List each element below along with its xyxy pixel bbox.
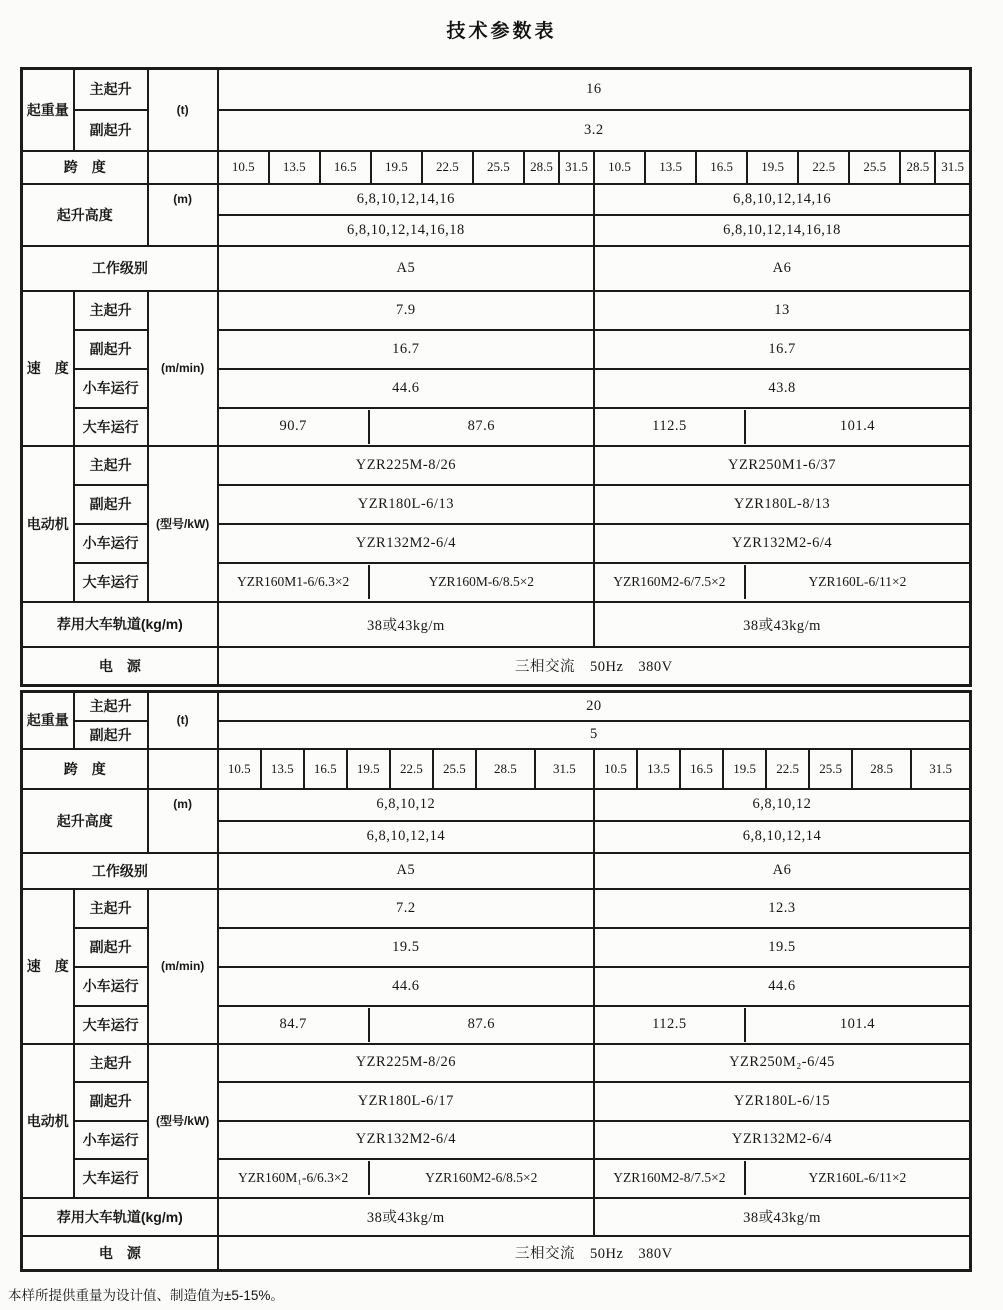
span-value-cell: 16.5: [320, 151, 371, 184]
span-value-cell: 10.5: [218, 749, 261, 789]
height-label: 起升高度: [22, 184, 148, 246]
capacity-aux-value: 3.2: [218, 110, 971, 151]
crane-motor-cell: [218, 563, 594, 602]
speed-unit-label: (m/min): [148, 291, 218, 446]
crane-speed-value: 101.4: [839, 1016, 875, 1032]
height-value-cell: 6,8,10,12,14,16: [594, 184, 970, 215]
main-hoist-label: 主起升: [74, 69, 148, 110]
span-value-cell: 22.5: [422, 151, 473, 184]
crane-label: 大车运行: [74, 408, 148, 446]
rail-label: 荐用大车轨道(kg/m): [22, 1198, 218, 1236]
aux-hoist-label: 副起升: [74, 928, 148, 967]
span-label: 跨 度: [22, 151, 148, 184]
span-value-cell: 19.5: [347, 749, 390, 789]
trolley-label: 小车运行: [74, 369, 148, 408]
span-value-cell: 31.5: [911, 749, 970, 789]
crane-motor-value: YZR160M2-8/7.5×2: [595, 1161, 746, 1195]
motor-value-cell: YZR180L-6/15: [594, 1082, 971, 1121]
speed-value-cell: 19.5: [218, 928, 594, 967]
height-value-cell: 6,8,10,12,14: [594, 821, 971, 853]
crane-speed-value: 84.7: [219, 1008, 370, 1042]
duty-value-cell: A5: [218, 246, 594, 291]
speed-value-cell: 7.2: [218, 889, 594, 928]
span-value-cell: 19.5: [723, 749, 766, 789]
footnote: 本样所提供重量为设计值、制造值为±5-15%。: [8, 1288, 284, 1303]
span-value-cell: 10.5: [594, 151, 645, 184]
crane-motor-cell: [218, 1159, 594, 1198]
motor-value-cell: YZR180L-8/13: [594, 485, 970, 524]
motor-value-cell: YZR250M1-6/37: [594, 446, 970, 485]
power-label: 电 源: [22, 647, 218, 686]
span-value-cell: 31.5: [935, 151, 970, 184]
span-value-cell: 28.5: [852, 749, 911, 789]
span-label: 跨 度: [22, 749, 148, 789]
span-value-cell: 19.5: [371, 151, 422, 184]
capacity-aux-value: 5: [218, 721, 971, 749]
span-unit-cell: [148, 151, 218, 184]
speed-unit-label: (m/min): [148, 889, 218, 1044]
spec-tables: [20, 67, 995, 1272]
span-value-cell: 13.5: [645, 151, 696, 184]
main-hoist-label: 主起升: [74, 1044, 148, 1082]
page-title: 技术参数表: [446, 21, 557, 42]
rail-value-cell: 38或43kg/m: [594, 602, 970, 647]
crane-motor-value: YZR160M2-6/8.5×2: [425, 1170, 538, 1185]
unit-m-label: (m): [148, 789, 218, 853]
speed-value-cell: 44.6: [218, 967, 594, 1006]
duty-value-cell: A6: [594, 853, 971, 889]
crane-motor-value: YZR160M₁-6/6.3×2: [219, 1161, 370, 1195]
crane-motor-value: YZR160M-6/8.5×2: [428, 574, 535, 589]
duty-value-cell: A6: [594, 246, 970, 291]
motor-value-cell: YZR132M2-6/4: [594, 1121, 971, 1159]
span-value-cell: 10.5: [218, 151, 269, 184]
span-value-cell: 25.5: [473, 151, 524, 184]
speed-value-cell: 16.7: [218, 330, 594, 369]
spec-table-16t: [20, 67, 972, 687]
crane-speed-value: 87.6: [467, 418, 495, 434]
crane-speed-value: 101.4: [839, 418, 875, 434]
trolley-label: 小车运行: [74, 1121, 148, 1159]
motor-group-label: 电动机: [22, 1044, 74, 1198]
aux-hoist-label: 副起升: [74, 1082, 148, 1121]
speed-value-cell: 43.8: [594, 369, 970, 408]
crane-speed-value: 90.7: [219, 410, 370, 444]
duty-label: 工作级别: [22, 853, 218, 889]
height-value-cell: 6,8,10,12,14,16: [218, 184, 594, 215]
rail-label: 荐用大车轨道(kg/m): [22, 602, 218, 647]
crane-motor-value: YZR160L-6/11×2: [808, 1170, 907, 1185]
span-value-cell: 16.5: [696, 151, 747, 184]
span-value-cell: 28.5: [476, 749, 535, 789]
capacity-group-label: 起重量: [22, 692, 74, 749]
crane-speed-cell: [594, 1006, 971, 1044]
span-value-cell: 22.5: [390, 749, 433, 789]
span-value-cell: 16.5: [304, 749, 347, 789]
speed-value-cell: 7.9: [218, 291, 594, 330]
height-value-cell: 6,8,10,12: [218, 789, 594, 821]
motor-value-cell: YZR132M2-6/4: [594, 524, 970, 563]
speed-value-cell: 16.7: [594, 330, 970, 369]
unit-m-label: (m): [148, 184, 218, 246]
motor-unit-label: (型号/kW): [148, 1044, 218, 1198]
motor-group-label: 电动机: [22, 446, 74, 602]
speed-value-cell: 19.5: [594, 928, 971, 967]
trolley-label: 小车运行: [74, 524, 148, 563]
speed-group-label: 速 度: [22, 889, 74, 1044]
motor-value-cell: YZR225M-8/26: [218, 446, 594, 485]
span-value-cell: 31.5: [535, 749, 594, 789]
speed-value-cell: 12.3: [594, 889, 971, 928]
span-value-cell: 31.5: [559, 151, 594, 184]
speed-value-cell: 44.6: [594, 967, 971, 1006]
rail-value-cell: 38或43kg/m: [218, 1198, 594, 1236]
unit-t-label: (t): [148, 692, 218, 749]
height-value-cell: 6,8,10,12: [594, 789, 971, 821]
aux-hoist-label: 副起升: [74, 485, 148, 524]
speed-value-cell: 13: [594, 291, 970, 330]
span-value-cell: 19.5: [747, 151, 798, 184]
speed-group-label: 速 度: [22, 291, 74, 446]
aux-hoist-label: 副起升: [74, 721, 148, 749]
aux-hoist-label: 副起升: [74, 110, 148, 151]
crane-speed-cell: [218, 408, 594, 446]
motor-value-cell: YZR225M-8/26: [218, 1044, 594, 1082]
power-label: 电 源: [22, 1236, 218, 1271]
main-hoist-label: 主起升: [74, 446, 148, 485]
duty-label: 工作级别: [22, 246, 218, 291]
motor-value-cell: YZR180L-6/13: [218, 485, 594, 524]
motor-value-cell: YZR132M2-6/4: [218, 524, 594, 563]
height-label: 起升高度: [22, 789, 148, 853]
span-value-cell: 16.5: [680, 749, 723, 789]
crane-motor-value: YZR160M1-6/6.3×2: [219, 565, 370, 599]
main-hoist-label: 主起升: [74, 692, 148, 721]
crane-label: 大车运行: [74, 1006, 148, 1044]
main-hoist-label: 主起升: [74, 889, 148, 928]
rail-value-cell: 38或43kg/m: [218, 602, 594, 647]
crane-speed-value: 87.6: [467, 1016, 495, 1032]
trolley-label: 小车运行: [74, 967, 148, 1006]
motor-value-cell: YZR132M2-6/4: [218, 1121, 594, 1159]
power-value-cell: 三相交流 50Hz 380V: [218, 1236, 971, 1271]
capacity-main-value: 16: [218, 69, 971, 110]
motor-value-cell: YZR250M₂-6/45: [594, 1044, 971, 1082]
rail-value-cell: 38或43kg/m: [594, 1198, 971, 1236]
span-value-cell: 25.5: [433, 749, 476, 789]
crane-motor-value: YZR160L-6/11×2: [808, 574, 907, 589]
span-value-cell: 22.5: [766, 749, 809, 789]
span-value-cell: 13.5: [261, 749, 304, 789]
span-value-cell: 25.5: [849, 151, 900, 184]
motor-value-cell: YZR180L-6/17: [218, 1082, 594, 1121]
unit-t-label: (t): [148, 69, 218, 151]
span-unit-cell: [148, 749, 218, 789]
crane-motor-cell: [594, 1159, 971, 1198]
crane-motor-value: YZR160M2-6/7.5×2: [595, 565, 746, 599]
span-value-cell: 22.5: [798, 151, 849, 184]
main-hoist-label: 主起升: [74, 291, 148, 330]
crane-speed-cell: [594, 408, 970, 446]
crane-motor-cell: [594, 563, 970, 602]
capacity-group-label: 起重量: [22, 69, 74, 151]
crane-speed-value: 112.5: [595, 410, 746, 444]
height-value-cell: 6,8,10,12,14: [218, 821, 594, 853]
span-value-cell: 10.5: [594, 749, 637, 789]
crane-label: 大车运行: [74, 563, 148, 602]
crane-label: 大车运行: [74, 1159, 148, 1198]
motor-unit-label: (型号/kW): [148, 446, 218, 602]
span-value-cell: 13.5: [637, 749, 680, 789]
span-value-cell: 25.5: [809, 749, 852, 789]
span-value-cell: 28.5: [524, 151, 559, 184]
height-value-cell: 6,8,10,12,14,16,18: [218, 215, 594, 246]
duty-value-cell: A5: [218, 853, 594, 889]
aux-hoist-label: 副起升: [74, 330, 148, 369]
crane-speed-value: 112.5: [595, 1008, 746, 1042]
speed-value-cell: 44.6: [218, 369, 594, 408]
capacity-main-value: 20: [218, 692, 971, 721]
height-value-cell: 6,8,10,12,14,16,18: [594, 215, 970, 246]
span-value-cell: 28.5: [900, 151, 935, 184]
span-value-cell: 13.5: [269, 151, 320, 184]
spec-table-20t: [20, 690, 972, 1272]
power-value-cell: 三相交流 50Hz 380V: [218, 647, 971, 686]
crane-speed-cell: [218, 1006, 594, 1044]
